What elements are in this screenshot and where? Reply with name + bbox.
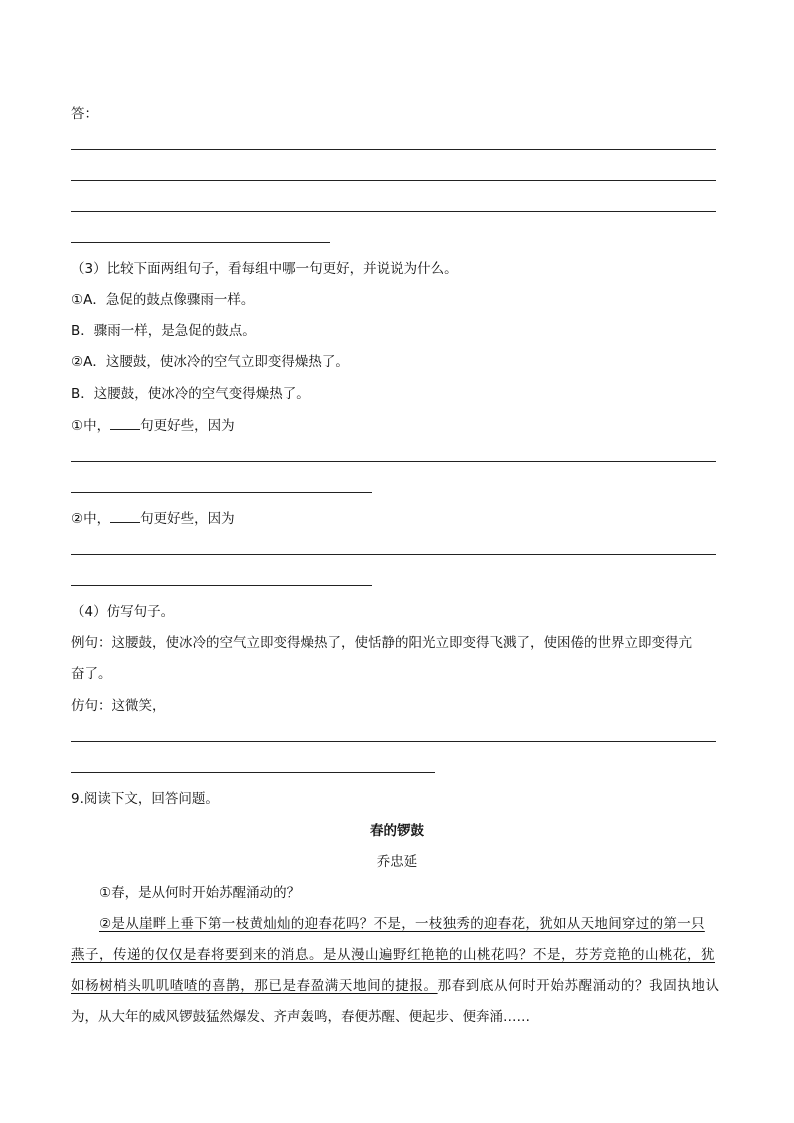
q3-response-2 bbox=[71, 509, 235, 528]
response-1-line-2 bbox=[71, 492, 372, 493]
article-title: 春的锣鼓 bbox=[370, 823, 424, 839]
q3-response-1 bbox=[71, 416, 235, 435]
q4-example-line-1: 例句：这腰鼓，使冰冷的空气立即变得燥热了，使恬静的阳光立即变得飞溅了，使困倦的世界立即变得亢 bbox=[71, 635, 692, 651]
imitate-line-2 bbox=[71, 772, 435, 773]
q3-prompt: （3）比较下面两组句子，看每组中哪一句更好，并说说为什么。 bbox=[71, 261, 458, 277]
response-1-line-1 bbox=[71, 461, 716, 462]
response-2-prefix: ②中， bbox=[71, 511, 111, 527]
answer-line-4 bbox=[71, 242, 330, 243]
paragraph-1: ①春，是从何时开始苏醒涌动的？ bbox=[99, 885, 301, 901]
response-1-blank[interactable] bbox=[110, 416, 140, 430]
q3-sentence-1b: B．骤雨一样，是急促的鼓点。 bbox=[71, 323, 256, 339]
response-2-blank[interactable] bbox=[110, 509, 140, 523]
q3-sentence-2a: ②A．这腰鼓，使冰冷的空气立即变得燥热了。 bbox=[71, 354, 349, 370]
imitate-line-1 bbox=[71, 741, 716, 742]
response-2-line-2 bbox=[71, 585, 372, 586]
q4-prompt: （4）仿写句子。 bbox=[71, 604, 175, 620]
paragraph-2-line-2: 燕子，传递的仅仅是春将要到来的消息。是从漫山遍野红艳艳的山桃花吗？不是，芬芳竞艳的山桃花，犹 bbox=[71, 947, 715, 963]
paragraph-2-line-4: 为，从大年的威风锣鼓猛然爆发、齐声轰鸣，春便苏醒、便起步、便奔涌…… bbox=[71, 1009, 530, 1025]
response-1-suffix: 句更好些，因为 bbox=[140, 418, 235, 434]
q4-imitate: 仿句：这微笑， bbox=[71, 698, 166, 714]
article-author: 乔忠延 bbox=[376, 854, 418, 870]
response-2-line-1 bbox=[71, 554, 716, 555]
paragraph-2-line-3-rest: 那春到底从何时开始苏醒涌动的？我固执地认 bbox=[437, 978, 720, 994]
q3-sentence-2b: B．这腰鼓，使冰冷的空气变得燥热了。 bbox=[71, 386, 310, 402]
paragraph-2-line-3 bbox=[71, 977, 720, 995]
answer-line-1 bbox=[71, 149, 716, 150]
paragraph-2-line-1: ②是从崖畔上垂下第一枝黄灿灿的迎春花吗？不是，一枝独秀的迎春花，犹如从天地间穿过的第一只 bbox=[99, 916, 705, 932]
q9-prompt: 9.阅读下文，回答问题。 bbox=[71, 791, 219, 807]
answer-line-3 bbox=[71, 211, 716, 212]
response-1-prefix: ①中， bbox=[71, 418, 111, 434]
paragraph-2-line-3-underlined: 如杨树梢头叽叽喳喳的喜鹊，那已是春盈满天地间的捷报。 bbox=[71, 978, 438, 994]
answer-label: 答： bbox=[71, 106, 98, 122]
response-2-suffix: 句更好些，因为 bbox=[140, 511, 235, 527]
q4-example-line-2: 奋了。 bbox=[71, 666, 112, 682]
q3-sentence-1a: ①A．急促的鼓点像骤雨一样。 bbox=[71, 292, 255, 308]
answer-line-2 bbox=[71, 180, 716, 181]
